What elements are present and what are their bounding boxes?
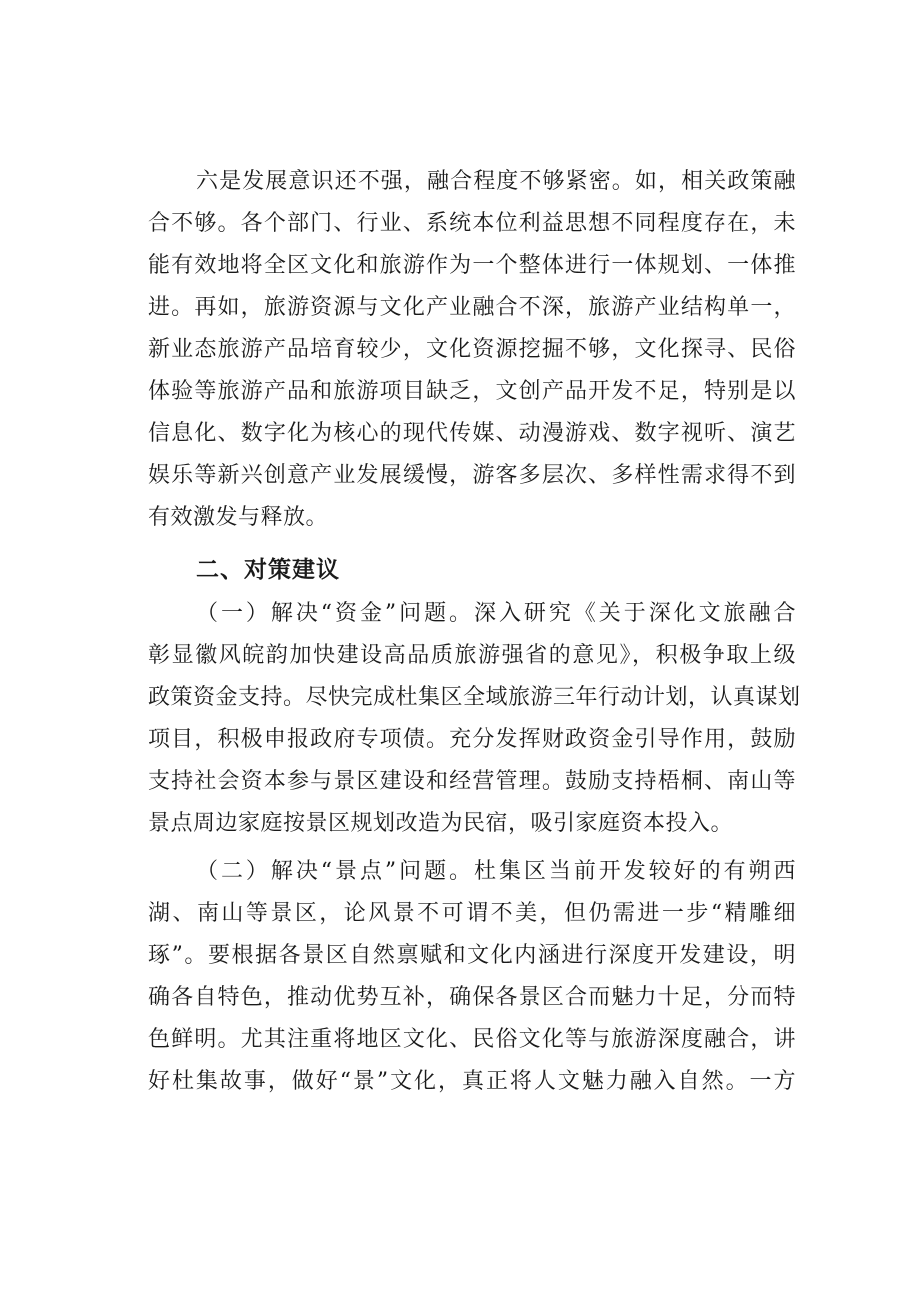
text-line: 能有效地将全区文化和旅游作为一个整体进行一体规划、一体推 bbox=[148, 253, 796, 278]
text-line: （二）解决“景点”问题。杜集区当前开发较好的有朔西 bbox=[196, 859, 796, 884]
text-line: 有效激发与释放。 bbox=[148, 505, 329, 530]
text-line: 合不够。各个部门、行业、系统本位利益思想不同程度存在，未 bbox=[148, 211, 796, 236]
text-line: 政策资金支持。尽快完成杜集区全域旅游三年行动计划，认真谋划 bbox=[148, 685, 801, 710]
text-line: 好杜集故事，做好“景”文化，真正将人文魅力融入自然。一方 bbox=[148, 1069, 796, 1094]
text-line: 娱乐等新兴创意产业发展缓慢，游客多层次、多样性需求得不到 bbox=[148, 463, 796, 488]
text-line: 进。再如，旅游资源与文化产业融合不深，旅游产业结构单一， bbox=[148, 295, 796, 320]
text-line: 新业态旅游产品培育较少，文化资源挖掘不够，文化探寻、民俗 bbox=[148, 337, 796, 362]
section-heading: 二、对策建议 bbox=[196, 557, 340, 583]
text-line: 湖、南山等景区，论风景不可谓不美，但仍需进一步“精雕细 bbox=[148, 901, 796, 926]
text-line: 项目，积极申报政府专项债。充分发挥财政资金引导作用，鼓励 bbox=[148, 727, 796, 752]
text-line: 体验等旅游产品和旅游项目缺乏，文创产品开发不足，特别是以 bbox=[148, 379, 796, 404]
text-line: 六是发展意识还不强，融合程度不够紧密。如，相关政策融 bbox=[196, 169, 796, 194]
text-line: 色鲜明。尤其注重将地区文化、民俗文化等与旅游深度融合，讲 bbox=[148, 1027, 796, 1052]
text-line: 确各自特色，推动优势互补，确保各景区合而魅力十足，分而特 bbox=[148, 985, 796, 1010]
text-line: 支持社会资本参与景区建设和经营管理。鼓励支持梧桐、南山等 bbox=[148, 769, 796, 794]
text-line: 琢”。要根据各景区自然禀赋和文化内涵进行深度开发建设，明 bbox=[148, 943, 796, 968]
text-line: 景点周边家庭按景区规划改造为民宿，吸引家庭资本投入。 bbox=[148, 811, 734, 836]
text-line: （一）解决“资金”问题。深入研究《关于深化文旅融合 bbox=[196, 601, 796, 626]
text-line: 信息化、数字化为核心的现代传媒、动漫游戏、数字视听、演艺 bbox=[148, 421, 796, 446]
text-line: 彰显徽风皖韵加快建设高品质旅游强省的意见》，积极争取上级 bbox=[148, 643, 796, 668]
